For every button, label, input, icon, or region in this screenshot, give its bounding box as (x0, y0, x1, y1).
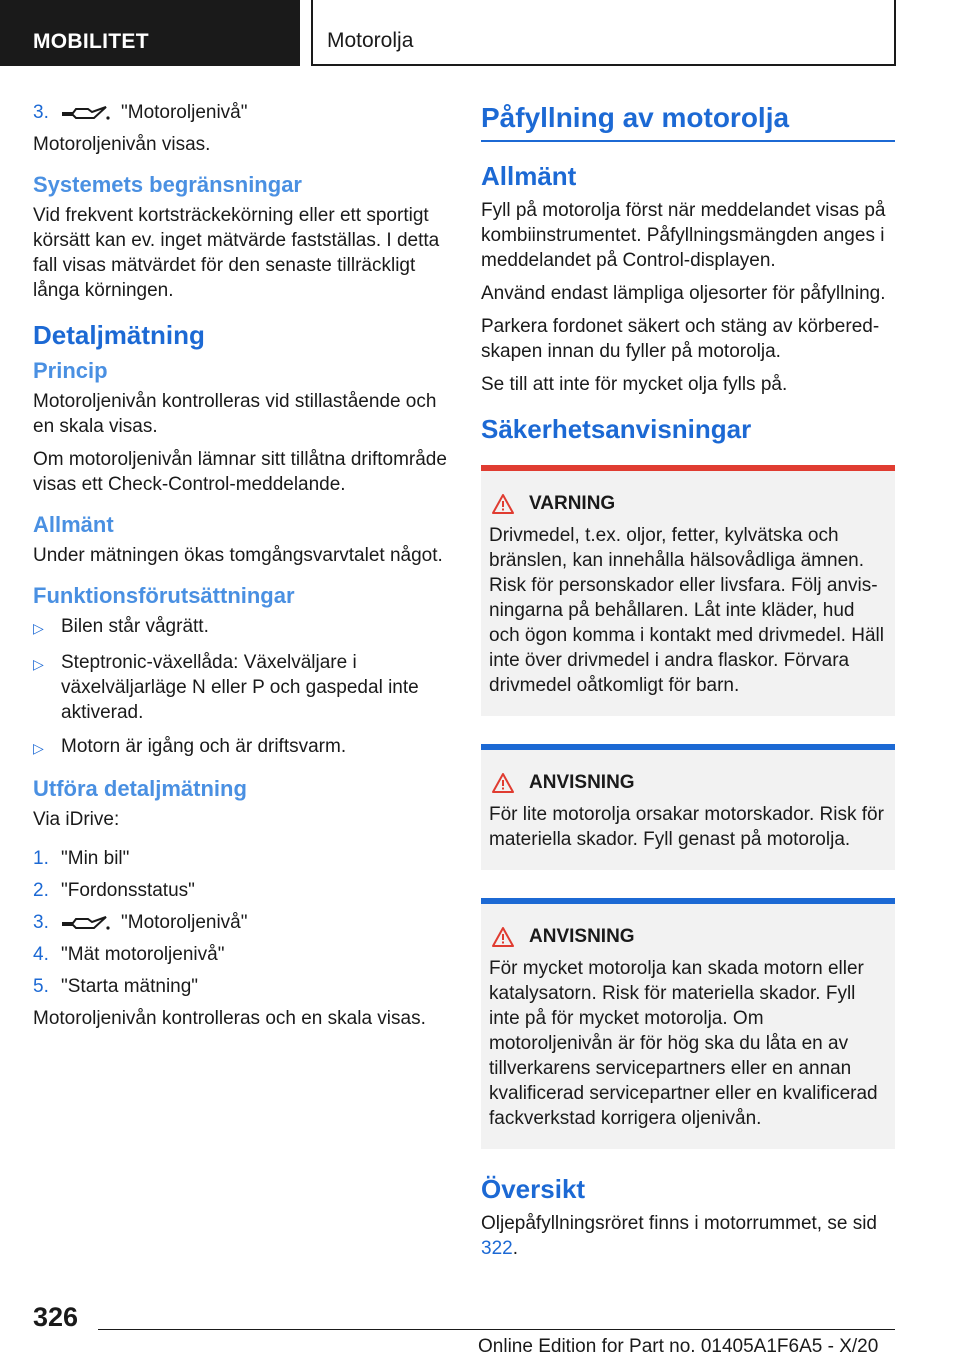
page-header (0, 0, 960, 66)
principle-text-2: Om motoroljenivån lämnar sitt tillåtna driftområde visas ett Check-Control-meddelande. (33, 449, 447, 495)
oil-can-icon (61, 104, 111, 122)
chapter-title: Motorolja (311, 0, 896, 66)
step-number: 3. (33, 102, 49, 123)
limits-heading: Systemets begränsningar (33, 172, 302, 197)
list-item: 1. "Min bil" (33, 848, 130, 869)
general-paragraph: Använd endast lämpliga oljesorter för påfyllning. (481, 283, 886, 304)
triangle-bullet-icon: ▷ (33, 620, 44, 636)
list-item: 5. "Starta mätning" (33, 976, 199, 997)
page-link[interactable]: 322 (481, 1238, 513, 1259)
intro-step (33, 100, 451, 125)
notice-box (481, 744, 895, 870)
limits-text: Vid frekvent kortsträckekörning eller ett sportigt körsätt kan ev. inget mätvärde fastställas. I detta fall visas mätvärdet för den senaste tillräckligt långa körningen. (33, 205, 440, 301)
principle-text-1: Motoroljenivån kontrolleras vid stillastående och en skala visas. (33, 391, 437, 437)
list-item: 4. "Mät motoroljenivå" (33, 944, 225, 965)
warning-box (481, 465, 895, 716)
safety-heading: Säkerhetsanvisningar (481, 414, 752, 444)
notice-title: ANVISNING (489, 772, 887, 794)
prereq-heading: Funktionsförutsättningar (33, 583, 295, 608)
footer-edition: Online Edition for Part no. 01405A1F6A5 - X/20 (478, 1336, 879, 1357)
warning-title: VARNING (489, 493, 887, 515)
intro-text: Motoroljenivån visas. (33, 134, 211, 155)
notice-text: För mycket motorolja kan skada motorn eller katalysatorn. Risk för materiella skador. Fyll inte på för mycket motorolja. Om motoroljenivån är för hög ska du låta en av tillverkarens servicepartners eller en annan kvalificerad servicepartner eller en kvalificerad fackverkstad korrigera oljenivån. (489, 958, 878, 1129)
warning-triangle-icon (491, 926, 515, 948)
triangle-bullet-icon: ▷ (33, 740, 44, 756)
right-column (481, 100, 895, 1269)
notice-title: ANVISNING (489, 926, 887, 948)
detail-heading: Detaljmätning (33, 320, 205, 350)
warning-text: Drivmedel, t.ex. oljor, fetter, kylvätska och bränslen, kan innehålla hälsovådliga ämnen. Risk för personskador eller livsfara. Följ anvisningarna på behållaren. Låt inte kläder, hud och ögon komma i kontakt med drivmedel. Häll inte över drivmedel i andra flaskor. Förvara drivmedel oåtkomligt för barn. (489, 525, 884, 696)
section-title: MOBILITET (0, 0, 300, 66)
list-item: ▷ Motorn är igång och är driftsvarm. (33, 734, 451, 761)
principle-heading: Princip (33, 358, 108, 383)
general-paragraph: Fyll på motorolja först när meddelandet visas på kombiinstrumentet. Påfyllningsmängden anges i meddelandet på Control-displayen. (481, 200, 886, 271)
step-text: "Motoroljenivå" (121, 102, 248, 123)
list-item: 2. "Fordonsstatus" (33, 880, 195, 901)
general-heading: Allmänt (481, 161, 577, 191)
general-text: Under mätningen ökas tomgångsvarvtalet något. (33, 545, 443, 566)
page-number: 326 (33, 1302, 79, 1332)
notice-box (481, 898, 895, 1149)
list-item: 3. "Motoroljenivå" (33, 912, 248, 933)
triangle-bullet-icon: ▷ (33, 656, 44, 672)
perform-heading: Utföra detaljmätning (33, 776, 247, 801)
overview-text: Oljepåfyllningsröret finns i motorrummet, se sid 322. (481, 1213, 877, 1259)
oil-can-icon (61, 914, 111, 932)
list-item: ▷ Steptronic-växellåda: Växelväljare i växelväljarläge N eller P och gaspedal inte aktiverad. (33, 652, 419, 723)
warning-triangle-icon (491, 772, 515, 794)
overview-heading: Översikt (481, 1174, 586, 1204)
list-item: ▷ Bilen står vågrätt. (33, 614, 451, 641)
perform-outro: Motoroljenivån kontrolleras och en skala visas. (33, 1008, 426, 1029)
prereq-list (33, 614, 451, 761)
general-heading: Allmänt (33, 512, 114, 537)
footer-divider (98, 1329, 895, 1330)
section-heading: Påfyllning av motorolja (481, 100, 895, 142)
notice-text: För lite motorolja orsakar motorskador. Risk för materiella skador. Fyll genast på motorolja. (489, 804, 884, 850)
left-column (33, 100, 451, 1039)
general-paragraph: Parkera fordonet säkert och stäng av körberedskapen innan du fyller på motorolja. (481, 316, 880, 362)
via-text: Via iDrive: (33, 809, 120, 830)
warning-triangle-icon (491, 493, 515, 515)
general-paragraph: Se till att inte för mycket olja fylls på. (481, 374, 788, 395)
